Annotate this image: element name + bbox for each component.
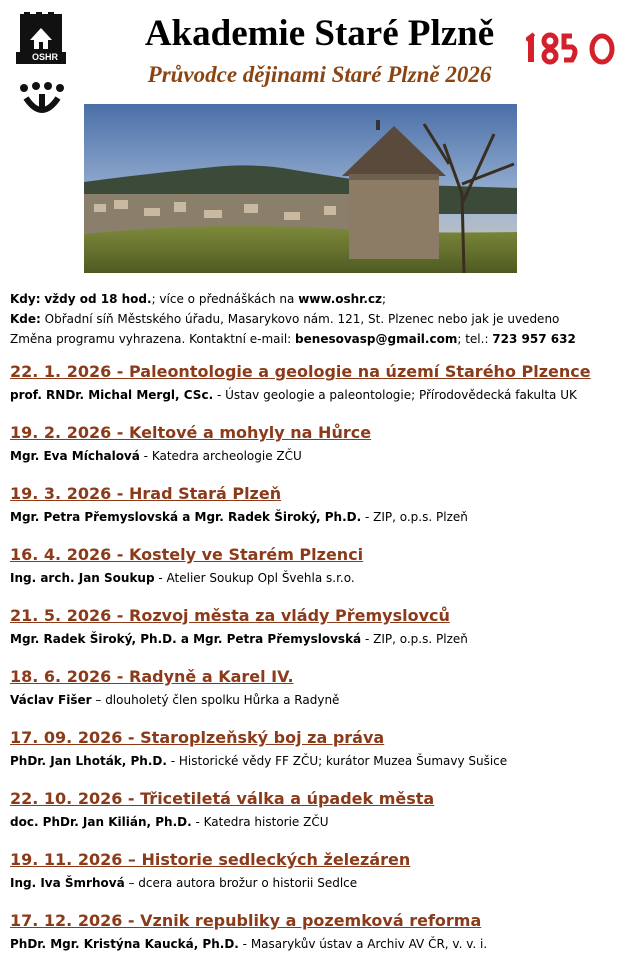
lecture-list bbox=[10, 360, 630, 970]
lecture-speaker: PhDr. Jan Lhoták, Ph.D. bbox=[10, 754, 167, 768]
email-link[interactable]: benesovasp@gmail.com bbox=[295, 332, 458, 346]
lecture-item bbox=[10, 360, 630, 421]
where-value: Obřadní síň Městského úřadu, Masarykovo nám. 121, St. Plzenec nebo jak je uvedeno bbox=[40, 312, 560, 326]
lecture-affiliation: - Historické vědy FF ZČU; kurátor Muzea Šumavy Sušice bbox=[166, 754, 508, 768]
lecture-affiliation: – dlouholetý člen spolku Hůrka a Radyně bbox=[91, 693, 340, 707]
lecture-speaker-line bbox=[10, 445, 630, 467]
when-label: Kdy: bbox=[10, 292, 41, 306]
lecture-affiliation: – dcera autora brožur o historii Sedlce bbox=[124, 876, 358, 890]
lecture-title: 22. 1. 2026 - Paleontologie a geologie na území Starého Plzence bbox=[10, 362, 591, 381]
lecture-title: 18. 6. 2026 - Radyně a Karel IV. bbox=[10, 667, 294, 686]
lecture-item bbox=[10, 787, 630, 848]
lecture-speaker-line bbox=[10, 750, 630, 772]
lecture-speaker-line bbox=[10, 811, 630, 833]
where-label: Kde: bbox=[10, 312, 41, 326]
lecture-speaker: Mgr. Petra Přemyslovská a Mgr. Radek Široký, Ph.D. bbox=[10, 510, 362, 524]
lecture-speaker-line bbox=[10, 689, 630, 711]
lecture-affiliation: - ZIP, o.p.s. Plzeň bbox=[361, 632, 468, 646]
lecture-affiliation: - Masarykův ústav a Archiv AV ČR, v. v. i. bbox=[238, 937, 488, 951]
lecture-title: 19. 2. 2026 - Keltové a mohyly na Hůrce bbox=[10, 423, 372, 442]
when-value: vždy od 18 hod. bbox=[44, 292, 152, 306]
header-photo bbox=[84, 104, 517, 273]
lecture-item bbox=[10, 543, 630, 604]
lecture-title: 19. 3. 2026 - Hrad Stará Plzeň bbox=[10, 484, 282, 503]
lecture-speaker: Mgr. Eva Míchalová bbox=[10, 449, 140, 463]
lecture-speaker-line bbox=[10, 933, 630, 955]
lecture-title: 22. 10. 2026 - Třicetiletá válka a úpadek města bbox=[10, 789, 435, 808]
when-end: ; bbox=[382, 292, 387, 306]
lecture-item bbox=[10, 848, 630, 909]
info-contact bbox=[10, 329, 576, 349]
lecture-speaker-line bbox=[10, 628, 630, 650]
lecture-title: 21. 5. 2026 - Rozvoj města za vlády Přemyslovců bbox=[10, 606, 450, 625]
info-where bbox=[10, 309, 576, 329]
lecture-speaker: doc. PhDr. Jan Kilián, Ph.D. bbox=[10, 815, 192, 829]
lecture-affiliation: - Katedra historie ZČU bbox=[191, 815, 329, 829]
lecture-affiliation: - ZIP, o.p.s. Plzeň bbox=[361, 510, 468, 524]
lecture-title: 17. 09. 2026 - Staroplzeňský boj za práva bbox=[10, 728, 385, 747]
lecture-item bbox=[10, 482, 630, 543]
lecture-speaker-line bbox=[10, 384, 630, 406]
lecture-speaker: prof. RNDr. Michal Mergl, CSc. bbox=[10, 388, 214, 402]
lecture-speaker-line bbox=[10, 872, 630, 894]
phone-label: ; tel.: bbox=[457, 332, 493, 346]
info-block bbox=[10, 289, 576, 349]
lecture-affiliation: - Katedra archeologie ZČU bbox=[139, 449, 302, 463]
lecture-speaker: Ing. Iva Šmrhová bbox=[10, 876, 125, 890]
lecture-speaker: PhDr. Mgr. Kristýna Kaucká, Ph.D. bbox=[10, 937, 239, 951]
lecture-speaker-line bbox=[10, 567, 630, 589]
lecture-speaker-line bbox=[10, 506, 630, 528]
phone-number: 723 957 632 bbox=[492, 332, 576, 346]
lecture-affiliation: - Atelier Soukup Opl Švehla s.r.o. bbox=[154, 571, 355, 585]
lecture-speaker: Ing. arch. Jan Soukup bbox=[10, 571, 155, 585]
lecture-speaker: Václav Fišer bbox=[10, 693, 92, 707]
lecture-item bbox=[10, 665, 630, 726]
page-subtitle: Průvodce dějinami Staré Plzně 2026 bbox=[147, 62, 492, 87]
lecture-speaker: Mgr. Radek Široký, Ph.D. a Mgr. Petra Přemyslovská bbox=[10, 632, 362, 646]
lecture-title: 16. 4. 2026 - Kostely ve Starém Plzenci bbox=[10, 545, 364, 564]
lecture-title: 17. 12. 2026 - Vznik republiky a pozemková reforma bbox=[10, 911, 482, 930]
lecture-title: 19. 11. 2026 – Historie sedleckých železáren bbox=[10, 850, 411, 869]
lecture-item bbox=[10, 909, 630, 970]
website-link[interactable]: www.oshr.cz bbox=[298, 292, 383, 306]
lecture-item bbox=[10, 421, 630, 482]
page-title: Akademie Staré Plzně bbox=[144, 13, 495, 54]
info-when bbox=[10, 289, 576, 309]
oshr-logo-label: OSHR bbox=[31, 52, 58, 62]
lecture-affiliation: - Ústav geologie a paleontologie; Přírodovědecká fakulta UK bbox=[213, 388, 577, 402]
lecture-item bbox=[10, 604, 630, 665]
lecture-item bbox=[10, 726, 630, 787]
change-text: Změna programu vyhrazena. Kontaktní e-mail: bbox=[10, 332, 296, 346]
when-rest: ; více o přednáškách na bbox=[151, 292, 299, 306]
